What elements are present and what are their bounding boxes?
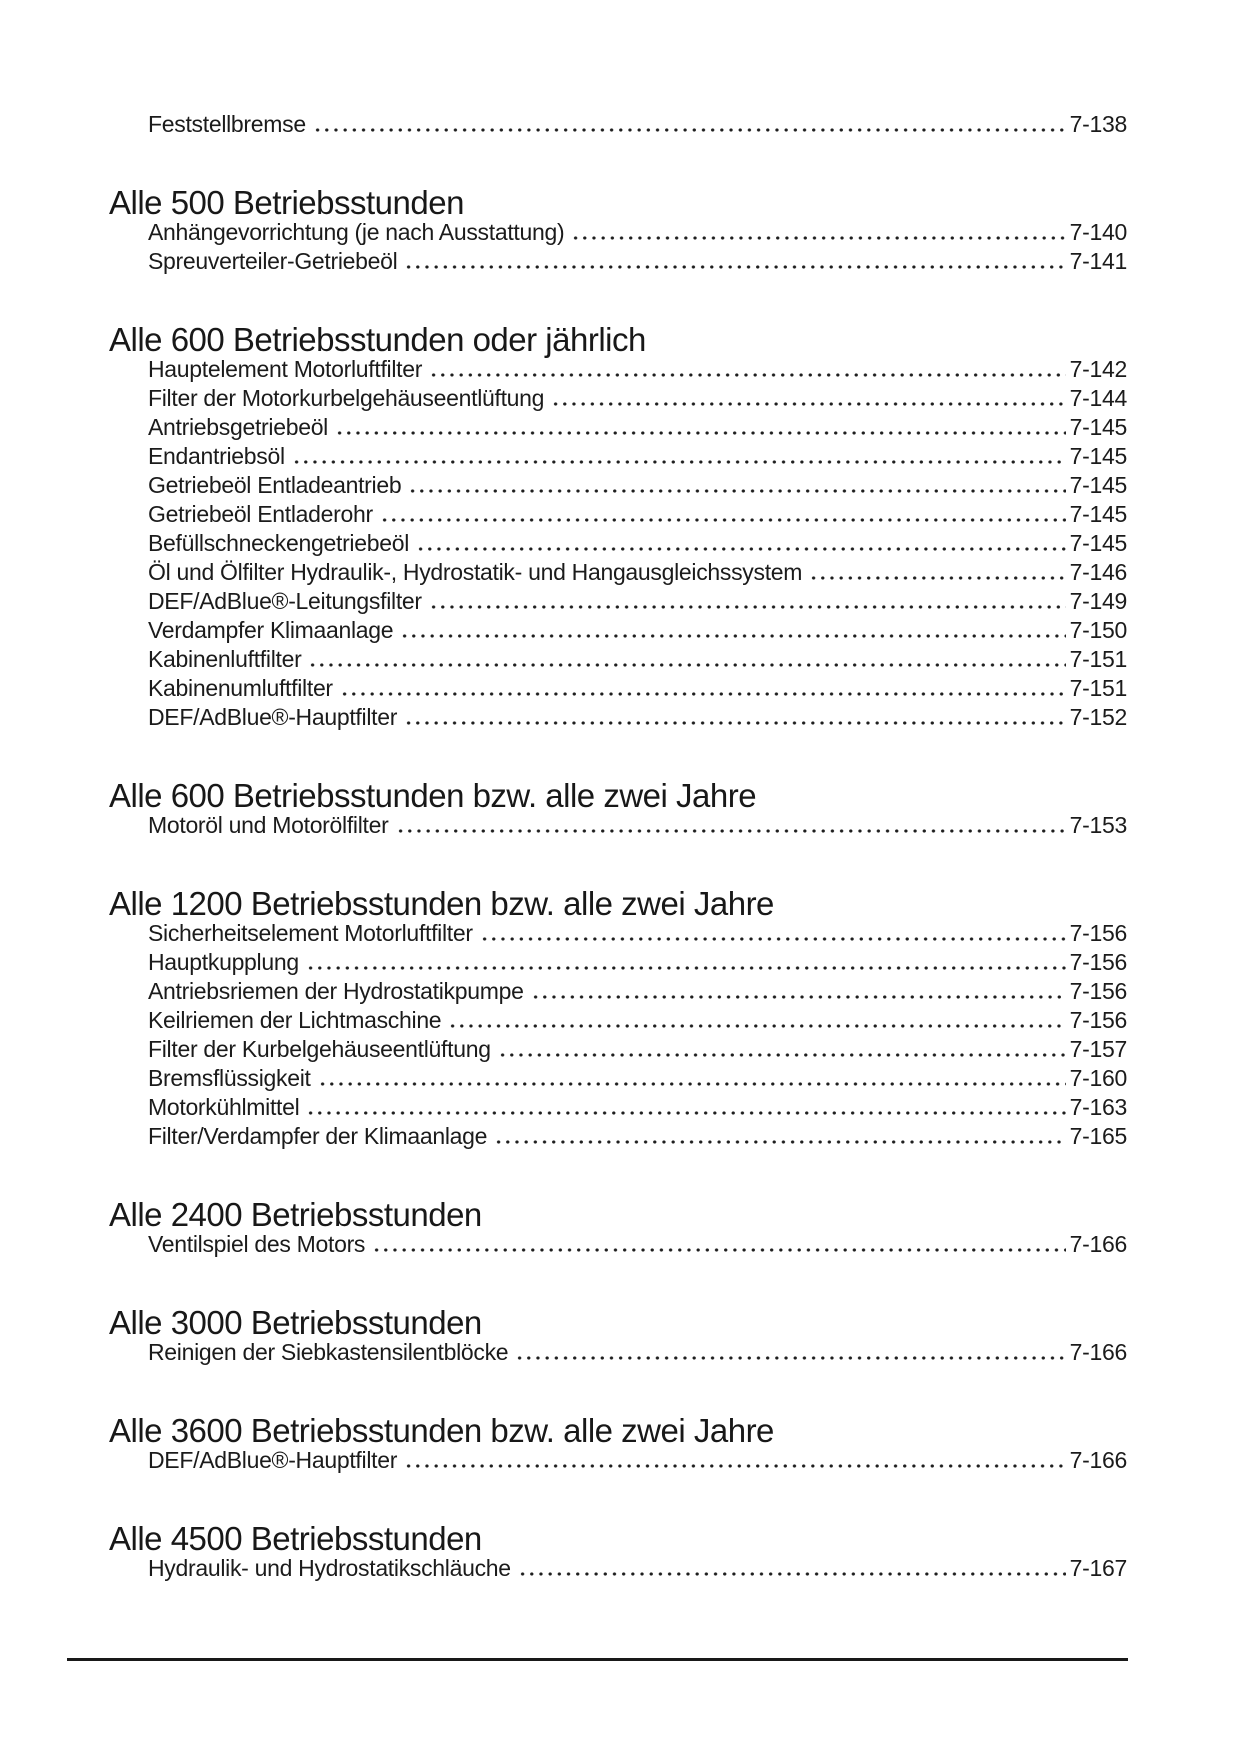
dot-leader-icon [427, 373, 1066, 377]
entry-page-number: 7-166 [1069, 1231, 1127, 1257]
entry-title: Hydraulik- und Hydrostatikschläuche [148, 1555, 511, 1581]
toc-entry [148, 442, 1127, 471]
dot-leader-icon [446, 1024, 1065, 1028]
toc-entry [148, 110, 1127, 139]
entry-page-number: 7-146 [1069, 559, 1127, 585]
entry-page-number: 7-167 [1069, 1555, 1127, 1581]
entry-title: Hauptelement Motorluftfilter [148, 356, 423, 382]
toc-section [109, 184, 1127, 276]
entry-page-number: 7-149 [1069, 588, 1127, 614]
entry-page-number: 7-166 [1069, 1447, 1127, 1473]
entry-title: Kabinenluftfilter [148, 646, 302, 672]
section-heading: Alle 4500 Betriebsstunden [109, 1520, 482, 1557]
toc-entry [148, 1035, 1127, 1064]
toc-entry [148, 587, 1127, 616]
entry-title: Antriebsgetriebeöl [148, 414, 328, 440]
section-heading: Alle 3000 Betriebsstunden [109, 1304, 482, 1341]
entry-title: Sicherheitselement Motorluftfilter [148, 920, 473, 946]
toc-section [109, 777, 1127, 840]
dot-leader-icon [311, 128, 1066, 132]
entry-title: Reinigen der Siebkastensilentblöcke [148, 1339, 509, 1365]
entry-title: DEF/AdBlue®-Hauptfilter [148, 1447, 398, 1473]
dot-leader-icon [414, 547, 1066, 551]
entry-title: Filter der Kurbelgehäuseentlüftung [148, 1036, 491, 1062]
toc-section [109, 321, 1127, 732]
toc-entry [148, 384, 1127, 413]
entry-page-number: 7-156 [1069, 1007, 1127, 1033]
dot-leader-icon [406, 489, 1065, 493]
toc-entry [148, 616, 1127, 645]
entry-title: DEF/AdBlue®-Hauptfilter [148, 704, 398, 730]
entry-title: Filter der Motorkurbelgehäuseentlüftung [148, 385, 545, 411]
section-entries [148, 1230, 1127, 1259]
entry-page-number: 7-156 [1069, 949, 1127, 975]
section-entries [148, 919, 1127, 1151]
toc-entry [148, 218, 1127, 247]
entry-title: Filter/Verdampfer der Klimaanlage [148, 1123, 488, 1149]
entry-title: Getriebeöl Entladerohr [148, 501, 373, 527]
dot-leader-icon [398, 634, 1065, 638]
entry-title: Öl und Ölfilter Hydraulik-, Hydrostatik- und Hangausgleichssystem [148, 559, 803, 585]
table-of-contents [109, 0, 1127, 1583]
entry-title: Bremsflüssigkeit [148, 1065, 311, 1091]
dot-leader-icon [402, 265, 1065, 269]
toc-entry [148, 919, 1127, 948]
dot-leader-icon [513, 1356, 1065, 1360]
toc-entry [148, 413, 1127, 442]
entry-page-number: 7-152 [1069, 704, 1127, 730]
dot-leader-icon [529, 995, 1066, 999]
entry-page-number: 7-145 [1069, 443, 1127, 469]
entry-page-number: 7-151 [1069, 646, 1127, 672]
toc-entry [148, 645, 1127, 674]
toc-entry [148, 811, 1127, 840]
toc-entry [148, 247, 1127, 276]
dot-leader-icon [402, 1464, 1066, 1468]
section-heading: Alle 1200 Betriebsstunden bzw. alle zwei Jahre [109, 885, 774, 922]
entry-page-number: 7-157 [1069, 1036, 1127, 1062]
entry-page-number: 7-166 [1069, 1339, 1127, 1365]
entry-title: Verdampfer Klimaanlage [148, 617, 394, 643]
toc-entry [148, 529, 1127, 558]
toc-entry [148, 471, 1127, 500]
entry-title: Spreuverteiler-Getriebeöl [148, 248, 398, 274]
dot-leader-icon [569, 236, 1065, 240]
dot-leader-icon [394, 829, 1066, 833]
dot-leader-icon [290, 460, 1066, 464]
section-entries [148, 355, 1127, 732]
entry-title: Anhängevorrichtung (je nach Ausstattung) [148, 219, 565, 245]
dot-leader-icon [306, 663, 1065, 667]
entry-title: Antriebsriemen der Hydrostatikpumpe [148, 978, 524, 1004]
entry-title: Motoröl und Motorölfilter [148, 812, 389, 838]
section-entries [148, 1446, 1127, 1475]
toc-section [109, 1304, 1127, 1367]
entry-page-number: 7-145 [1069, 472, 1127, 498]
entry-title: Befüllschneckengetriebeöl [148, 530, 410, 556]
toc-entry [148, 1446, 1127, 1475]
toc-section [109, 885, 1127, 1151]
toc-section [109, 1196, 1127, 1259]
toc-entry [148, 1554, 1127, 1583]
entry-page-number: 7-142 [1069, 356, 1127, 382]
entry-title: Keilriemen der Lichtmaschine [148, 1007, 442, 1033]
dot-leader-icon [338, 692, 1066, 696]
entry-page-number: 7-140 [1069, 219, 1127, 245]
entry-page-number: 7-160 [1069, 1065, 1127, 1091]
entry-title: DEF/AdBlue®-Leitungsfilter [148, 588, 422, 614]
dot-leader-icon [496, 1053, 1066, 1057]
entry-title: Hauptkupplung [148, 949, 299, 975]
entry-page-number: 7-163 [1069, 1094, 1127, 1120]
section-entries [148, 218, 1127, 276]
dot-leader-icon [492, 1140, 1066, 1144]
entry-title: Getriebeöl Entladeantrieb [148, 472, 402, 498]
entry-page-number: 7-156 [1069, 920, 1127, 946]
entry-title: Feststellbremse [148, 111, 306, 137]
entry-title: Endantriebsöl [148, 443, 285, 469]
toc-entry [148, 500, 1127, 529]
section-heading: Alle 600 Betriebsstunden bzw. alle zwei Jahre [109, 777, 757, 814]
section-entries [148, 811, 1127, 840]
toc-entry [148, 1064, 1127, 1093]
entry-page-number: 7-144 [1069, 385, 1127, 411]
toc-entry [148, 1093, 1127, 1122]
dot-leader-icon [304, 1111, 1065, 1115]
toc-section [109, 1520, 1127, 1583]
section-heading: Alle 500 Betriebsstunden [109, 184, 464, 221]
section-heading: Alle 600 Betriebsstunden oder jährlich [109, 321, 646, 358]
dot-leader-icon [807, 576, 1066, 580]
dot-leader-icon [427, 605, 1066, 609]
entry-page-number: 7-145 [1069, 414, 1127, 440]
dot-leader-icon [378, 518, 1066, 522]
entry-title: Ventilspiel des Motors [148, 1231, 366, 1257]
dot-leader-icon [316, 1082, 1066, 1086]
dot-leader-icon [478, 937, 1066, 941]
toc-entry [148, 1338, 1127, 1367]
entry-page-number: 7-165 [1069, 1123, 1127, 1149]
section-entries [148, 1554, 1127, 1583]
section-heading: Alle 2400 Betriebsstunden [109, 1196, 482, 1233]
entry-page-number: 7-145 [1069, 530, 1127, 556]
toc-entry [148, 1006, 1127, 1035]
dot-leader-icon [304, 966, 1066, 970]
dot-leader-icon [549, 402, 1066, 406]
entry-page-number: 7-141 [1069, 248, 1127, 274]
entry-page-number: 7-153 [1069, 812, 1127, 838]
toc-entry [148, 558, 1127, 587]
toc-section [109, 1412, 1127, 1475]
dot-leader-icon [402, 721, 1066, 725]
section-entries [148, 1338, 1127, 1367]
toc-entry [148, 703, 1127, 732]
toc-section [148, 110, 1127, 139]
toc-entry [148, 1230, 1127, 1259]
entry-page-number: 7-138 [1069, 111, 1127, 137]
entry-title: Motorkühlmittel [148, 1094, 300, 1120]
toc-entry [148, 674, 1127, 703]
toc-entry [148, 1122, 1127, 1151]
dot-leader-icon [370, 1248, 1066, 1252]
entry-page-number: 7-156 [1069, 978, 1127, 1004]
footer-rule [67, 1658, 1128, 1661]
toc-entry [148, 977, 1127, 1006]
section-heading: Alle 3600 Betriebsstunden bzw. alle zwei Jahre [109, 1412, 774, 1449]
entry-page-number: 7-145 [1069, 501, 1127, 527]
section-entries [148, 110, 1127, 139]
entry-title: Kabinenumluftfilter [148, 675, 333, 701]
dot-leader-icon [333, 431, 1066, 435]
dot-leader-icon [516, 1572, 1066, 1576]
entry-page-number: 7-150 [1069, 617, 1127, 643]
entry-page-number: 7-151 [1069, 675, 1127, 701]
toc-entry [148, 948, 1127, 977]
toc-entry [148, 355, 1127, 384]
